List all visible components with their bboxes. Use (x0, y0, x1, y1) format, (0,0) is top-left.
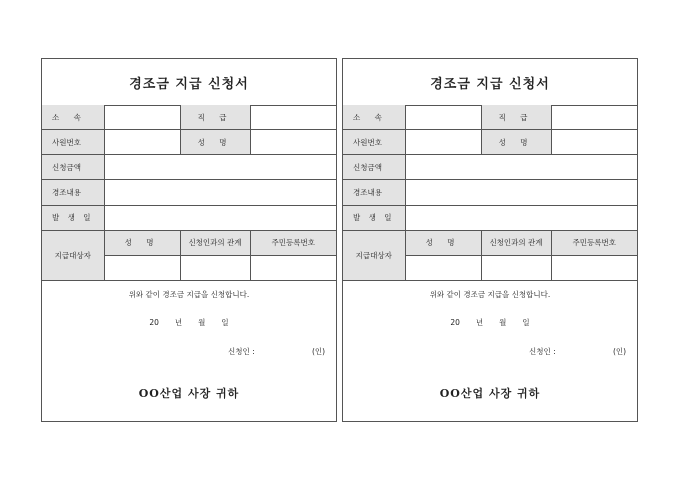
field-department[interactable] (405, 105, 481, 130)
label-content: 경조내용 (42, 180, 104, 205)
label-department: 소 속 (42, 105, 104, 130)
addressee: OO산업 사장 귀하 (138, 387, 240, 400)
form-table (42, 105, 336, 281)
label-beneficiary: 지급대상자 (343, 230, 405, 280)
field-amount[interactable] (405, 155, 637, 180)
date-year-unit: 년 (475, 318, 484, 327)
date-line (343, 317, 637, 328)
statement: 위와 같이 경조금 지급을 신청합니다. (128, 290, 250, 299)
date-year-prefix: 20 (450, 318, 460, 327)
field-date-of-event[interactable] (104, 205, 336, 230)
date-line (42, 317, 336, 328)
header-resident-no: 주민등록번호 (250, 230, 336, 255)
header-beneficiary-name: 성 명 (405, 230, 481, 255)
date-year-unit: 년 (174, 318, 183, 327)
field-employee-no[interactable] (405, 130, 481, 155)
field-relationship[interactable] (180, 255, 250, 280)
field-name[interactable] (551, 130, 637, 155)
header-relationship: 신청인과의 관계 (180, 230, 250, 255)
header-relationship: 신청인과의 관계 (481, 230, 551, 255)
label-amount: 신청금액 (42, 155, 104, 180)
label-name: 성 명 (481, 130, 551, 155)
label-beneficiary: 지급대상자 (42, 230, 104, 280)
field-beneficiary-name[interactable] (104, 255, 180, 280)
field-position[interactable] (551, 105, 637, 130)
seal-mark: (인) (613, 347, 627, 356)
label-employee-no: 사원번호 (343, 130, 405, 155)
field-relationship[interactable] (481, 255, 551, 280)
field-content[interactable] (405, 180, 637, 205)
field-beneficiary-name[interactable] (405, 255, 481, 280)
label-content: 경조내용 (343, 180, 405, 205)
applicant-label: 신청인 : (529, 347, 556, 356)
field-department[interactable] (104, 105, 180, 130)
label-position: 직 급 (481, 105, 551, 130)
header-beneficiary-name: 성 명 (104, 230, 180, 255)
field-content[interactable] (104, 180, 336, 205)
form-title: 경조금 지급 신청서 (343, 59, 637, 106)
application-form-right (342, 58, 638, 422)
date-month-unit: 월 (499, 318, 507, 327)
applicant-label: 신청인 : (228, 347, 255, 356)
date-day-unit: 일 (522, 318, 530, 327)
label-employee-no: 사원번호 (42, 130, 104, 155)
date-day-unit: 일 (221, 318, 229, 327)
field-resident-no[interactable] (250, 255, 336, 280)
field-employee-no[interactable] (104, 130, 180, 155)
date-year-prefix: 20 (149, 318, 159, 327)
field-position[interactable] (250, 105, 336, 130)
statement: 위와 같이 경조금 지급을 신청합니다. (429, 290, 551, 299)
seal-mark: (인) (312, 347, 326, 356)
label-department: 소 속 (343, 105, 405, 130)
form-table (343, 105, 637, 281)
date-month-unit: 월 (198, 318, 206, 327)
label-position: 직 급 (180, 105, 250, 130)
addressee: OO산업 사장 귀하 (439, 387, 541, 400)
form-title: 경조금 지급 신청서 (42, 59, 336, 106)
label-date-of-event: 발 생 일 (343, 205, 405, 230)
label-date-of-event: 발 생 일 (42, 205, 104, 230)
application-form-left (41, 58, 337, 422)
label-amount: 신청금액 (343, 155, 405, 180)
field-date-of-event[interactable] (405, 205, 637, 230)
label-name: 성 명 (180, 130, 250, 155)
field-name[interactable] (250, 130, 336, 155)
field-amount[interactable] (104, 155, 336, 180)
header-resident-no: 주민등록번호 (551, 230, 637, 255)
field-resident-no[interactable] (551, 255, 637, 280)
